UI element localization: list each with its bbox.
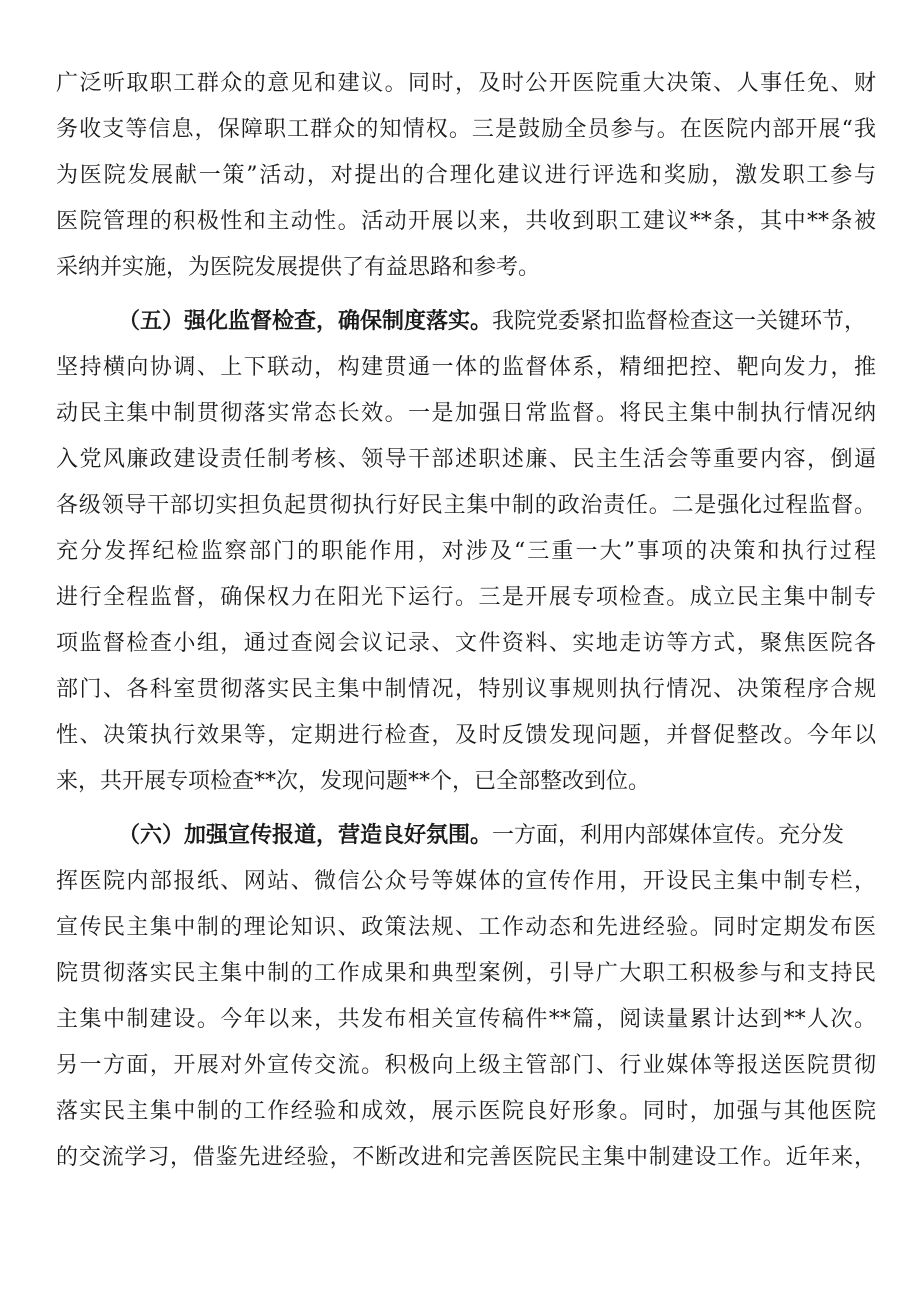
section-6-first-line-text: 一方面，利用内部媒体宣传。充分发	[492, 823, 845, 848]
paragraph-3-line-3: 院贯彻落实民主集中制的工作成果和典型案例，引导广大职工积极参与和支持民	[56, 961, 876, 986]
paragraph-2-line-3: 入党风廉政建设责任制考核、领导干部述职述廉、民主生活会等重要内容，倒逼	[56, 447, 876, 472]
section-5-first-line-text: 我院党委紧扣监督检查这一关键环节，	[492, 309, 867, 334]
paragraph-2-line-5: 充分发挥纪检监察部门的职能作用，对涉及“三重一大”事项的决策和执行过程	[56, 539, 876, 564]
paragraph-2-first-line	[118, 299, 876, 345]
section-5-heading: （五）强化监督检查，确保制度落实。	[118, 309, 493, 334]
paragraph-3-line-1: 挥医院内部报纸、网站、微信公众号等媒体的宣传作用，开设民主集中制专栏，	[56, 869, 876, 894]
paragraph-3-line-2: 宣传民主集中制的理论知识、政策法规、工作动态和先进经验。同时定期发布医	[56, 915, 876, 940]
paragraph-2-line-1: 坚持横向协调、上下联动，构建贯通一体的监督体系，精细把控、靶向发力，推	[56, 355, 876, 380]
paragraph-3-line-6: 落实民主集中制的工作经验和成效，展示医院良好形象。同时，加强与其他医院	[56, 1099, 876, 1124]
paragraph-1-line-2: 务收支等信息，保障职工群众的知情权。三是鼓励全员参与。在医院内部开展“我	[56, 117, 876, 142]
paragraph-3-line-4: 主集中制建设。今年以来，共发布相关宣传稿件**篇，阅读量累计达到**人次。	[56, 1007, 876, 1032]
paragraph-2-line-4: 各级领导干部切实担负起贯彻执行好民主集中制的政治责任。二是强化过程监督。	[56, 493, 876, 518]
paragraph-2-line-9: 性、决策执行效果等，定期进行检查，及时反馈发现问题，并督促整改。今年以	[56, 723, 876, 748]
paragraph-2-line-2: 动民主集中制贯彻落实常态长效。一是加强日常监督。将民主集中制执行情况纳	[56, 401, 876, 426]
paragraph-1-line-5: 采纳并实施，为医院发展提供了有益思路和参考。	[56, 255, 541, 280]
paragraph-2-line-10: 来，共开展专项检查**次，发现问题**个，已全部整改到位。	[56, 769, 651, 794]
paragraph-2-line-8: 部门、各科室贯彻落实民主集中制情况，特别议事规则执行情况、决策程序合规	[56, 677, 876, 702]
paragraph-1-line-1: 广泛听取职工群众的意见和建议。同时，及时公开医院重大决策、人事任免、财	[56, 71, 876, 96]
paragraph-1-line-4: 医院管理的积极性和主动性。活动开展以来，共收到职工建议**条，其中**条被	[56, 209, 876, 234]
paragraph-2-line-6: 进行全程监督，确保权力在阳光下运行。三是开展专项检查。成立民主集中制专	[56, 585, 876, 610]
paragraph-2-line-7: 项监督检查小组，通过查阅会议记录、文件资料、实地走访等方式，聚焦医院各	[56, 631, 876, 656]
paragraph-3-line-5: 另一方面，开展对外宣传交流。积极向上级主管部门、行业媒体等报送医院贯彻	[56, 1053, 876, 1078]
paragraph-3-first-line	[118, 813, 876, 859]
paragraph-3-line-7: 的交流学习，借鉴先进经验，不断改进和完善医院民主集中制建设工作。近年来，	[56, 1145, 876, 1170]
paragraph-1-line-3: 为医院发展献一策”活动，对提出的合理化建议进行评选和奖励，激发职工参与	[56, 163, 876, 188]
section-6-heading: （六）加强宣传报道，营造良好氛围。	[118, 823, 493, 848]
